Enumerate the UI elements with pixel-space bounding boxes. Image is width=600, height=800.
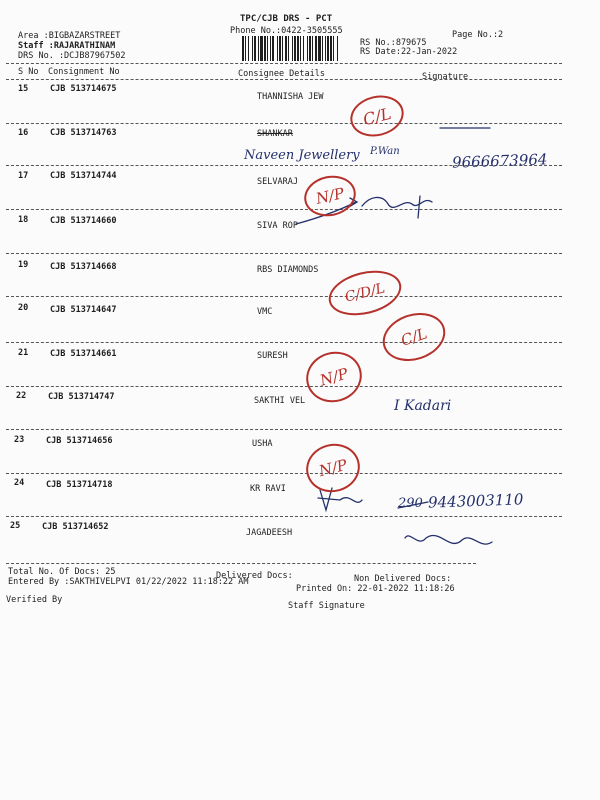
row-sno: 20 — [18, 303, 29, 313]
row-sno: 19 — [18, 260, 29, 270]
stamp-np: N/P — [300, 345, 368, 408]
row-consignee: SURESH — [257, 351, 288, 361]
row-consignment: CJB 513714675 — [50, 84, 117, 94]
row-sno: 21 — [18, 348, 29, 358]
drs-number: DRS No. :DCJB87967502 — [18, 51, 126, 61]
stamp-cl: C/L — [376, 305, 451, 369]
row-consignee: KR RAVI — [250, 484, 286, 494]
row-consignment: CJB 513714656 — [46, 436, 113, 446]
row-consignee: SIVA ROP — [257, 221, 298, 231]
rs-date: RS Date:22-Jan-2022 — [360, 47, 458, 57]
stamp-cdl: C/D/L — [324, 264, 406, 323]
handwritten-phone: 9666673964 — [451, 150, 548, 172]
non-delivered-docs: Non Delivered Docs: — [354, 574, 452, 584]
row-sno: 24 — [14, 478, 25, 488]
row-consignment: CJB 513714718 — [46, 480, 113, 490]
row-sno: 18 — [18, 215, 29, 225]
row-sno: 16 — [18, 128, 29, 138]
stamp-np: N/P — [300, 171, 359, 221]
row-consignee: RBS DIAMONDS — [257, 265, 319, 275]
row-consignment: CJB 513714661 — [50, 349, 117, 359]
row-consignment: CJB 513714763 — [50, 128, 117, 138]
signature-jagadeesh — [405, 535, 492, 544]
handwritten-note: P.Wan — [370, 146, 400, 157]
row-consignment: CJB 513714747 — [48, 392, 115, 402]
stamp-cl: C/L — [346, 90, 408, 142]
staff-field: Staff :RAJARATHINAM — [18, 41, 116, 51]
page-number: Page No.:2 — [452, 30, 504, 40]
staff-signature-label: Staff Signature — [288, 601, 365, 611]
row-sno: 17 — [18, 171, 29, 181]
phone-number: Phone No.:0422-3505555 — [230, 26, 343, 36]
total-docs: Total No. Of Docs: 25 — [8, 567, 116, 577]
row-consignee: JAGADEESH — [246, 528, 293, 538]
row-consignment: CJB 513714652 — [42, 522, 109, 532]
column-consignee: Consignee Details — [238, 69, 325, 79]
rs-number: RS No.:879675 — [360, 38, 427, 48]
row-sno: 25 — [10, 521, 21, 531]
row-consignee: SHANKAR — [257, 129, 293, 139]
row-consignment: CJB 513714647 — [50, 305, 117, 315]
entered-by: Entered By :SAKTHIVELPVI 01/22/2022 11:18:22 AM — [8, 577, 249, 587]
column-sno: S No — [18, 67, 39, 77]
row-consignee: USHA — [252, 439, 273, 449]
stamp-np: N/P — [301, 438, 365, 498]
row-consignee: VMC — [257, 307, 273, 317]
handwritten-phone: 9443003110 — [427, 490, 524, 512]
verified-by: Verified By — [6, 595, 63, 605]
handwritten-name: Naveen Jewellery — [244, 148, 360, 163]
row-sno: 22 — [16, 391, 27, 401]
row-consignment: CJB 513714744 — [50, 171, 117, 181]
row-consignee: SAKTHI VEL — [254, 396, 306, 406]
document-title: TPC/CJB DRS - PCT — [240, 14, 333, 24]
signature-scribble — [362, 196, 432, 218]
column-consignment: Consignment No — [48, 67, 120, 77]
handwritten-prefix: 290 — [398, 496, 423, 511]
row-consignment: CJB 513714660 — [50, 216, 117, 226]
row-consignment: CJB 513714668 — [50, 262, 117, 272]
column-signature: Signature — [422, 72, 469, 82]
row-sno: 23 — [14, 435, 25, 445]
row-consignee: SELVARAJ — [257, 177, 298, 187]
handwritten-signature: I Kadari — [394, 398, 452, 414]
printed-on: Printed On: 22-01-2022 11:18:26 — [296, 584, 455, 594]
row-consignee: THANNISHA JEW — [257, 92, 324, 102]
row-sno: 15 — [18, 84, 29, 94]
delivered-docs: Delivered Docs: — [216, 571, 293, 581]
area-field: Area :BIGBAZARSTREET — [18, 31, 121, 41]
